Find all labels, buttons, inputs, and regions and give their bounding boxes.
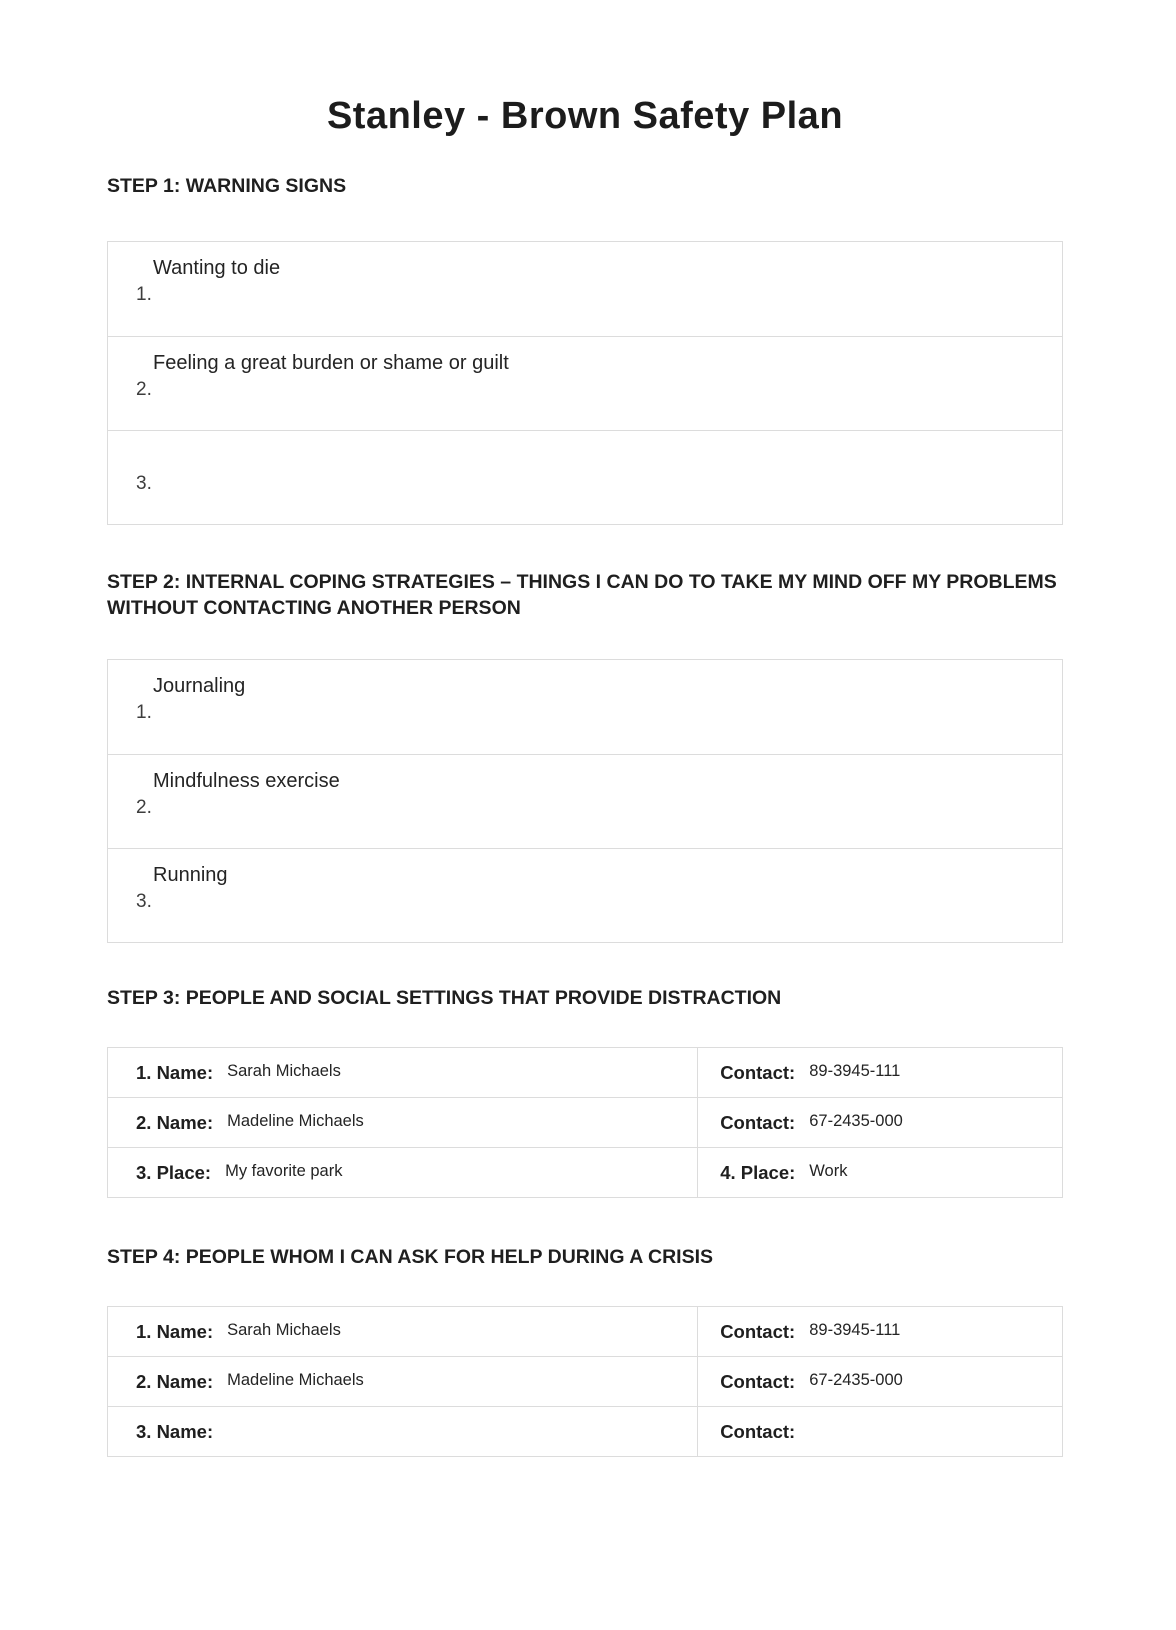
coping-strategy-row-2 [108,754,1062,848]
table-row [108,1098,1063,1148]
warning-sign-1-number: 1. [136,284,152,305]
table-row [108,1357,1063,1407]
name-label: 1. Name: [136,1320,214,1342]
warning-sign-3-number: 3. [136,473,152,494]
place-cell [108,1148,698,1198]
place-value: My favorite park [225,1161,343,1180]
name-label: 2. Name: [136,1111,214,1133]
contact-cell [698,1307,1063,1357]
document-content [107,0,1063,1457]
table-row [108,1148,1063,1198]
step-1-warning-signs-box [107,241,1063,525]
contact-label: Contact: [720,1320,796,1342]
contact-cell [698,1098,1063,1148]
warning-sign-2-number: 2. [136,379,152,400]
page-title: Stanley - Brown Safety Plan [326,95,844,137]
warning-sign-2-value: Feeling a great burden or shame or guilt [153,352,509,374]
contact-cell [698,1407,1063,1457]
coping-strategy-1-number: 1. [136,702,152,723]
coping-strategy-2-value: Mindfulness exercise [153,770,340,792]
place-cell [698,1148,1063,1198]
name-cell [108,1357,698,1407]
name-value: Madeline Michaels [227,1370,364,1389]
name-cell [108,1307,698,1357]
name-label: 1. Name: [136,1061,214,1083]
contact-label: Contact: [720,1420,796,1442]
contact-cell [698,1048,1063,1098]
name-value: Sarah Michaels [227,1320,341,1339]
step-4-crisis-help-table [107,1306,1063,1457]
name-cell [108,1407,698,1457]
coping-strategy-row-1 [108,660,1062,754]
table-row [108,1048,1063,1098]
place-label: 4. Place: [720,1161,796,1183]
name-cell [108,1098,698,1148]
step-2-heading: STEP 2: INTERNAL COPING STRATEGIES – THINGS I CAN DO TO TAKE MY MIND OFF MY PROBLEMS WITHOUT CONTACTING ANOTHER PERSON [107,571,1057,619]
warning-sign-row-2 [108,336,1062,430]
warning-sign-3-value [153,444,1062,470]
coping-strategy-1-value: Journaling [153,675,246,697]
table-row [108,1307,1063,1357]
step-3-distraction-table [107,1047,1063,1198]
step-4-heading: STEP 4: PEOPLE WHOM I CAN ASK FOR HELP DURING A CRISIS [107,1246,714,1268]
contact-label: Contact: [720,1370,796,1392]
step-3-heading: STEP 3: PEOPLE AND SOCIAL SETTINGS THAT PROVIDE DISTRACTION [107,987,782,1009]
coping-strategy-2-number: 2. [136,797,152,818]
coping-strategy-3-number: 3. [136,891,152,912]
warning-sign-row-3 [108,430,1062,524]
name-cell [108,1048,698,1098]
step-2-coping-strategies-box [107,659,1063,943]
place-label: 3. Place: [136,1161,212,1183]
place-value: Work [809,1161,848,1180]
table-row [108,1407,1063,1457]
warning-sign-row-1 [108,242,1062,336]
contact-value: 67-2435-000 [809,1111,903,1130]
contact-label: Contact: [720,1111,796,1133]
coping-strategy-row-3 [108,848,1062,942]
name-value: Madeline Michaels [227,1111,364,1130]
coping-strategy-3-value: Running [153,864,228,886]
step-1-heading: STEP 1: WARNING SIGNS [107,175,347,197]
name-value: Sarah Michaels [227,1061,341,1080]
contact-cell [698,1357,1063,1407]
contact-value: 89-3945-111 [809,1320,901,1339]
warning-sign-1-value: Wanting to die [153,257,281,279]
contact-value: 89-3945-111 [809,1061,901,1080]
name-label: 3. Name: [136,1420,214,1442]
contact-value: 67-2435-000 [809,1370,903,1389]
contact-label: Contact: [720,1061,796,1083]
name-label: 2. Name: [136,1370,214,1392]
